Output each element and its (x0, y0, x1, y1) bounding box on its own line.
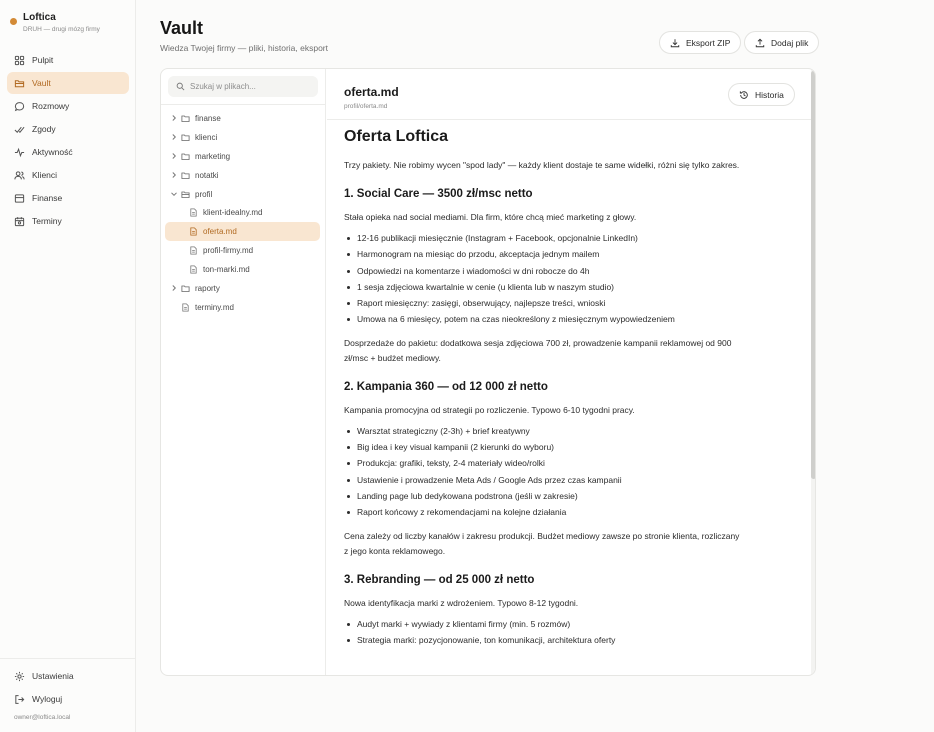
logout-icon (14, 694, 25, 705)
file-tree-panel (161, 69, 326, 675)
file-label: ton-marki.md (203, 265, 250, 275)
list-item: Ustawienie i prowadzenie Meta Ads / Google Ads przez czas kampanii (344, 472, 744, 488)
history-button[interactable] (728, 83, 795, 106)
nav-item-zgody[interactable] (7, 118, 129, 140)
document-divider (327, 119, 816, 120)
folder-marketing[interactable] (165, 147, 320, 166)
scrollbar-thumb[interactable] (811, 71, 816, 479)
nav-label: Aktywność (32, 147, 73, 157)
bullet-list (344, 230, 744, 328)
brand-logo-dot (10, 18, 17, 25)
list-item: Strategia marki: pozycjonowanie, ton komunikacji, architektura oferty (344, 632, 744, 648)
chevron-right-icon (170, 171, 178, 179)
brand-name: Loftica (23, 12, 56, 23)
document-path: profil/oferta.md (344, 103, 388, 110)
chevron-right-icon (170, 152, 178, 160)
folder-open-icon (14, 78, 25, 89)
users-icon (14, 170, 25, 181)
folder-notatki[interactable] (165, 166, 320, 185)
brand-subtitle: DRUH — drugi mózg firmy (23, 26, 100, 33)
folder-label: finanse (195, 113, 221, 123)
section-heading-rebranding: 3. Rebranding — od 25 000 zł netto (344, 573, 535, 586)
file-icon (189, 265, 198, 274)
section-note: Dosprzedaże do pakietu: dodatkowa sesja zdjęciowa 700 zł, prowadzenie kampanii reklamowej od 900 zł/msc + budżet mediowy. (344, 337, 732, 363)
main-nav (7, 49, 129, 233)
add-file-label: Dodaj plik (771, 37, 809, 48)
chevron-right-icon (170, 133, 178, 141)
nav-item-klienci[interactable] (7, 164, 129, 186)
folder-icon (181, 133, 190, 142)
list-item: Raport miesięczny: zasięgi, obserwujący, najlepsze treści, wnioski (344, 295, 744, 311)
intro-paragraph: Trzy pakiety. Nie robimy wycen "spod lady" — każdy klient dostaje te same widełki, różni się tylko zakres. (344, 160, 740, 170)
list-item: Umowa na 6 miesięcy, potem na czas nieokreślony z miesięcznym wypowiedzeniem (344, 311, 744, 327)
file-label: profil-firmy.md (203, 246, 254, 256)
document-name: oferta.md (344, 85, 399, 99)
folder-finanse[interactable] (165, 109, 320, 128)
folder-label: marketing (195, 151, 231, 161)
nav-label: Zgody (32, 124, 56, 134)
list-item: 1 sesja zdjęciowa kwartalnie w cenie (u klienta lub w naszym studio) (344, 279, 744, 295)
tree-divider (161, 104, 326, 105)
sidebar-divider (0, 658, 136, 659)
user-email: owner@loftica.local (14, 714, 71, 721)
folder-icon (181, 171, 190, 180)
upload-icon (755, 38, 765, 48)
wallet-icon (14, 193, 25, 204)
sidebar (0, 0, 136, 732)
nav-label: Klienci (32, 170, 58, 180)
chevron-right-icon (170, 114, 178, 122)
file-ton-marki[interactable] (165, 260, 320, 279)
folder-label: profil (195, 189, 213, 199)
calendar-icon (14, 216, 25, 227)
nav-item-terminy[interactable] (7, 210, 129, 232)
chat-icon (14, 101, 25, 112)
nav-label: Vault (32, 78, 51, 88)
list-item: Big idea i key visual kampanii (2 kierunki do wyboru) (344, 439, 744, 455)
folder-label: klienci (195, 132, 218, 142)
list-item: Warsztat strategiczny (2-3h) + brief kreatywny (344, 423, 744, 439)
list-item: Raport końcowy z rekomendacjami na kolejne działania (344, 504, 744, 520)
settings-button[interactable] (7, 665, 129, 687)
nav-item-rozmowy[interactable] (7, 95, 129, 117)
home-icon (14, 55, 25, 66)
folder-open-icon (181, 190, 190, 199)
file-tree (165, 109, 320, 317)
list-item: Landing page lub dedykowana podstrona (jeśli w zakresie) (344, 488, 744, 504)
list-item: 12-16 publikacji miesięcznie (Instagram + Facebook, opcjonalnie LinkedIn) (344, 230, 744, 246)
file-klient-idealny[interactable] (165, 203, 320, 222)
add-file-button[interactable] (744, 31, 819, 54)
download-icon (670, 38, 680, 48)
nav-label: Pulpit (32, 55, 54, 65)
list-item: Harmonogram na miesiąc do przodu, akceptacja jednym mailem (344, 246, 744, 262)
file-label: oferta.md (203, 227, 237, 237)
nav-label: Finanse (32, 193, 63, 203)
logout-label: Wyloguj (32, 694, 63, 704)
gear-icon (14, 671, 25, 682)
chevron-right-icon (170, 284, 178, 292)
nav-item-pulpit[interactable] (7, 49, 129, 71)
section-note: Cena zależy od liczby kanałów i zakresu produkcji. Budżet mediowy zawsze po stronie klienta, rozliczany z jego konta reklamowego. (344, 530, 740, 556)
file-icon (189, 246, 198, 255)
section-lead: Nowa identyfikacja marki z wdrożeniem. Typowo 8-12 tygodni. (344, 597, 579, 608)
vault-panel (160, 68, 816, 676)
export-zip-label: Eksport ZIP (686, 37, 731, 48)
nav-label: Terminy (32, 216, 62, 226)
search-input[interactable] (190, 82, 310, 91)
file-terminy[interactable] (165, 298, 320, 317)
search-icon (176, 82, 185, 91)
list-item: Audyt marki + wywiady z klientami firmy (min. 5 rozmów) (344, 616, 744, 632)
file-label: klient-idealny.md (203, 208, 263, 218)
nav-item-finanse[interactable] (7, 187, 129, 209)
file-icon (189, 208, 198, 217)
bottom-nav (7, 665, 129, 711)
brand (10, 12, 100, 33)
section-heading-kampania: 2. Kampania 360 — od 12 000 zł netto (344, 380, 548, 393)
history-icon (739, 90, 749, 100)
document-content (344, 128, 744, 656)
folder-klienci[interactable] (165, 128, 320, 147)
folder-raporty[interactable] (165, 279, 320, 298)
file-label: terminy.md (195, 302, 234, 312)
folder-icon (181, 152, 190, 161)
history-label: Historia (755, 89, 784, 100)
folder-icon (181, 114, 190, 123)
file-icon (189, 227, 198, 236)
file-oferta[interactable] (165, 222, 320, 241)
document-view (327, 69, 807, 675)
folder-label: notatki (195, 170, 219, 180)
bullet-list (344, 616, 744, 649)
file-profil-firmy[interactable] (165, 241, 320, 260)
folder-profil[interactable] (165, 185, 320, 204)
activity-icon (14, 147, 25, 158)
export-zip-button[interactable] (659, 31, 741, 54)
logout-button[interactable] (7, 688, 129, 710)
list-item: Produkcja: grafiki, teksty, 2-4 materiały wideo/rolki (344, 455, 744, 471)
page-title: Vault (160, 18, 204, 38)
bullet-list (344, 423, 744, 521)
folder-label: raporty (195, 283, 220, 293)
folder-icon (181, 284, 190, 293)
settings-label: Ustawienia (32, 671, 74, 681)
nav-label: Rozmowy (32, 101, 70, 111)
nav-item-vault[interactable] (7, 72, 129, 94)
section-lead: Stała opieka nad social mediami. Dla firm, które chcą mieć marketing z głowy. (344, 212, 637, 222)
nav-item-aktywnosc[interactable] (7, 141, 129, 163)
chevron-down-icon (170, 190, 178, 198)
file-icon (181, 303, 190, 312)
list-item: Odpowiedzi na komentarze i wiadomości w dni robocze do 4h (344, 263, 744, 279)
section-lead: Kampania promocyjna od strategii po rozliczenie. Typowo 6-10 tygodni pracy. (344, 404, 635, 415)
document-heading: Oferta Loftica (344, 128, 449, 145)
check-double-icon (14, 124, 25, 135)
page-subtitle: Wiedza Twojej firmy — pliki, historia, eksport (160, 43, 329, 53)
search-box[interactable] (168, 76, 318, 97)
section-heading-social-care: 1. Social Care — 3500 zł/msc netto (344, 188, 533, 200)
